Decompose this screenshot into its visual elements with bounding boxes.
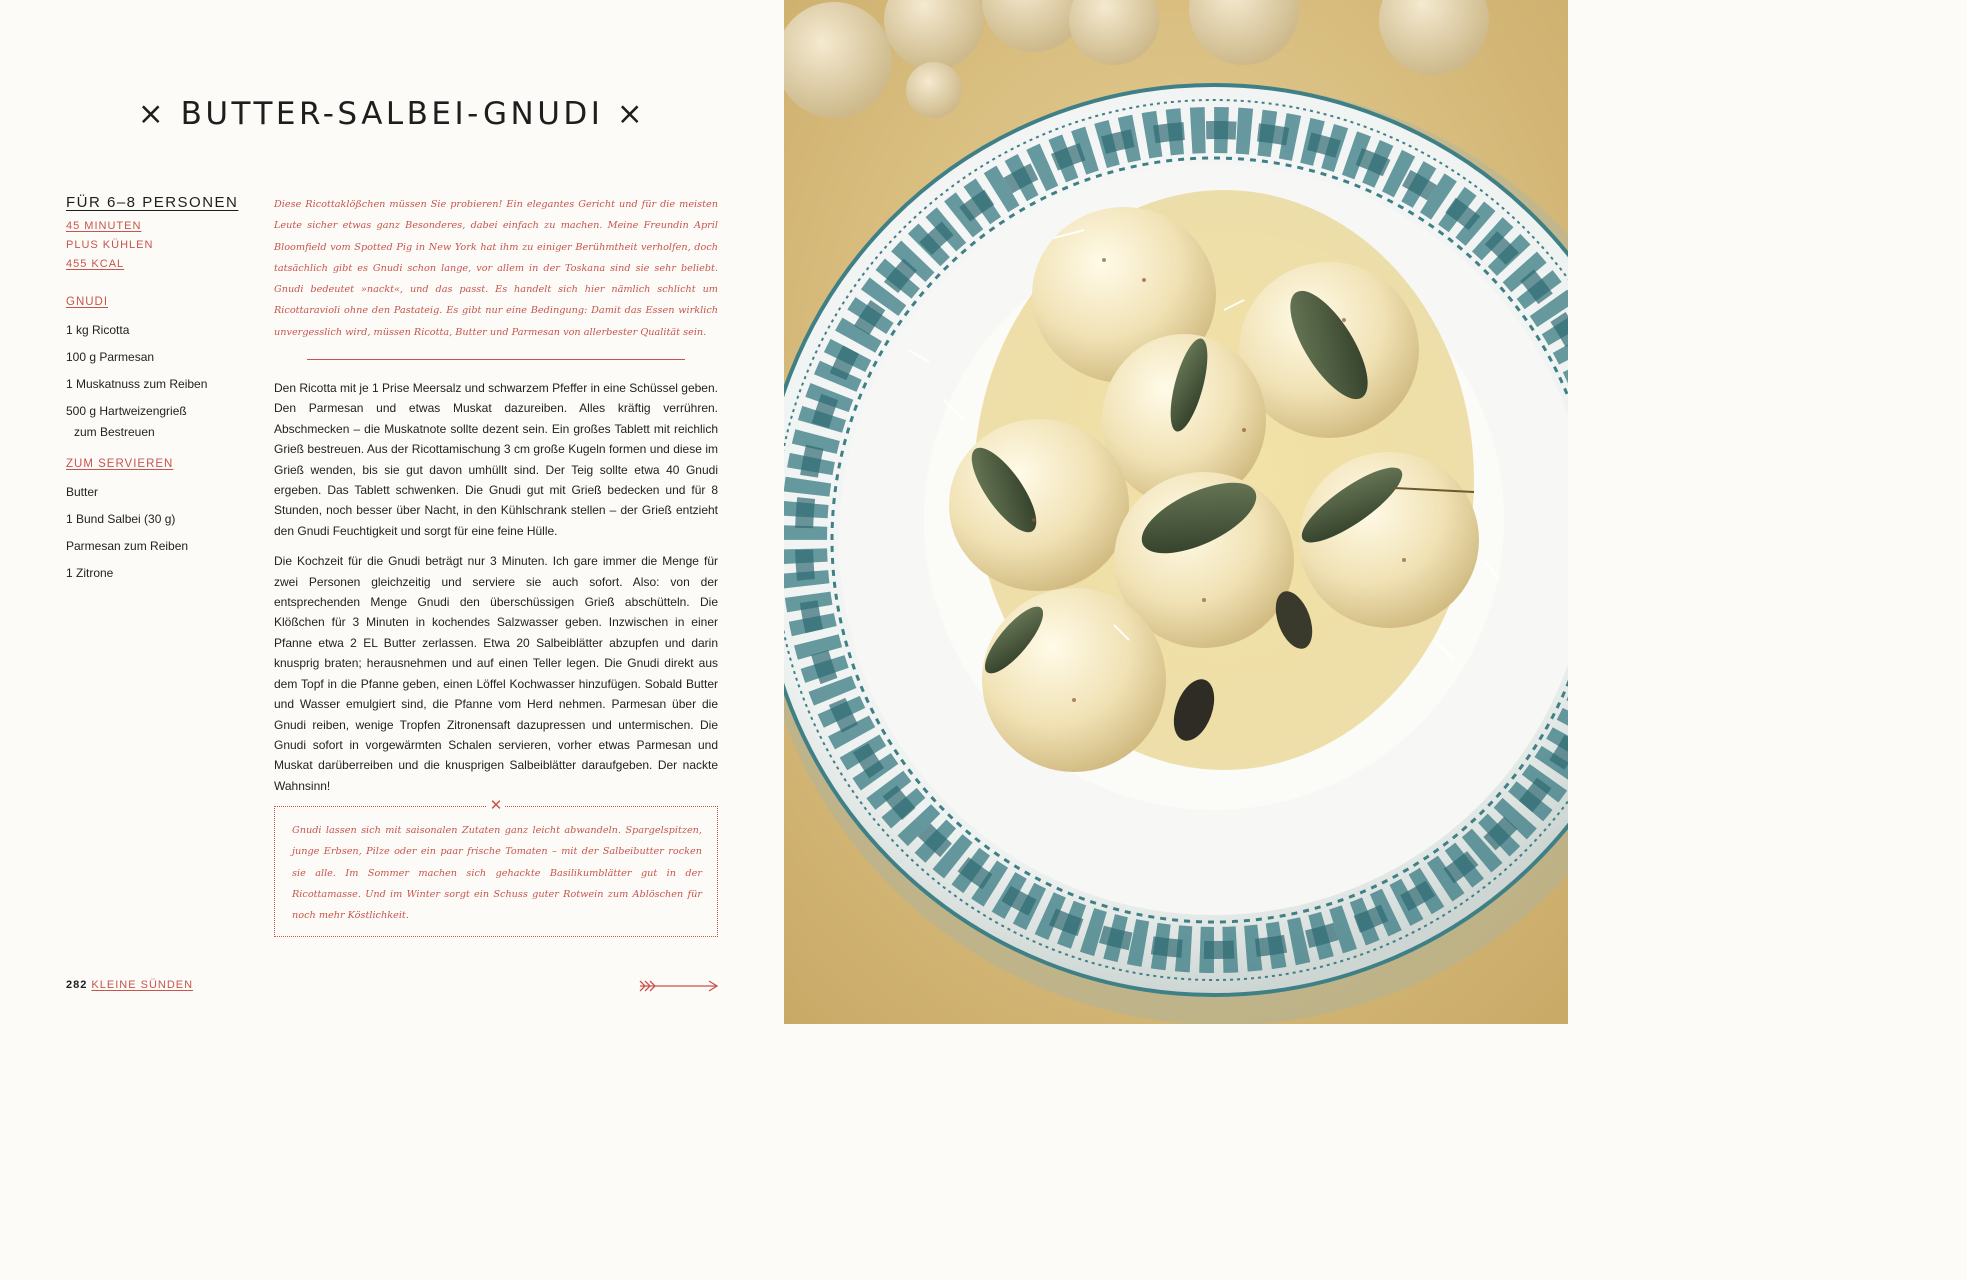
ingredient: 1 Muskatnuss zum Reiben [66,377,208,391]
divider [307,359,685,360]
ingredient: Parmesan zum Reiben [66,539,189,553]
ingredient-semolina [66,401,256,442]
ingredient: 1 Bund Salbei (30 g) [66,512,176,526]
gnudi-heading: GNUDI [66,296,109,308]
servings: FÜR 6–8 PERSONEN [66,194,239,211]
recipe-sidebar [66,194,256,590]
left-page [0,0,784,1024]
method-paragraph: Den Ricotta mit je 1 Prise Meersalz und schwarzem Pfeffer in eine Schüssel geben. Den Parmesan und etwas Muskat dazureiben. Alles kräftig verrühren. Abschmecken – die Muskatnote sollte dezent sein. Ein großes Tablett mit reichlich Grieß bestreuen. Aus der Ricottamischung 3 cm große Kugeln formen und diese im Grieß wenden, bis sie gut davon umhüllt sind. Der Teig sollte etwa 40 Gnudi ergeben. Das Tablett schwenken. Die Gnudi gut mit Grieß bedecken und für 8 Stunden, noch besser über Nacht, in den Kühlschrank stellen – der Grieß entzieht den Gnudi Feuchtigkeit und sorgt für eine feine Hülle. [274,381,718,538]
ingredient: 1 Zitrone [66,566,114,580]
ingredient: Butter [66,485,99,499]
calories: 455 KCAL [66,258,125,270]
ingredient: 100 g Parmesan [66,350,155,364]
chapter-link[interactable]: KLEINE SÜNDEN [91,979,194,991]
ingredient-line: 500 g Hartweizengrieß [66,404,187,418]
ingredient-line: zum Bestreuen [74,424,155,439]
ingredient: 1 kg Ricotta [66,323,130,337]
prep-time: 45 MINUTEN [66,220,142,232]
tip-text: Gnudi lassen sich mit saisonalen Zutaten ganz leicht abwandeln. Spargelspitzen, junge Erbsen, Pilze oder ein paar frische Tomaten – mit der Salbeibutter rocken sie alle. Im Sommer machen sich gehackte Basilikumblätter gut in der Ricottamasse. Und im Winter sorgt ein Schuss guter Rotwein zum Ablöschen für noch mehr Köstlichkeit. [292,825,702,922]
food-photo [784,0,1568,1024]
recipe-title: × BUTTER-SALBEI-GNUDI × [137,96,647,132]
page-number: 282 [66,979,88,991]
page-footer [66,979,193,991]
method-paragraph: Die Kochzeit für die Gnudi beträgt nur 3 Minuten. Ich gare immer die Menge für zwei Personen gleichzeitig und serviere sie auch sofort. Also: von der entsprechenden Menge Gnudi den überschüssigen Grieß abschütteln. Die Klößchen für 3 Minuten in kochendes Salzwasser geben. Inzwischen in einer Pfanne etwa 2 EL Butter zerlassen. Etwa 20 Salbeiblätter abzupfen und darin knusprig braten; herausnehmen und auf einen Teller legen. Die Gnudi direkt aus dem Topf in die Pfanne geben, einen Löffel Kochwasser hinzufügen. Sobald Butter und Wasser emulgiert sind, die Pfanne vom Herd nehmen. Parmesan über die Gnudi reiben, wenige Tropfen Zitronensaft dazupressen und untermischen. Die Gnudi sofort in vorgewärmten Schalen servieren, vorher etwas Parmesan und Muskat darüberreiben und die knusprigen Salbeiblätter daraufgeben. Der nackte Wahnsinn! [274,554,718,793]
method-text [274,378,718,806]
intro-text: Diese Ricottaklößchen müssen Sie probieren! Ein elegantes Gericht und für die meisten Leute sicher etwas ganz Besonderes, dabei einfach zu machen. Meine Freundin April Bloomfield vom Spotted Pig in New York hat ihm zu einiger Berühmtheit verholfen, doch tatsächlich gibt es Gnudi schon lange, vor allem in der Toskana sind sie sehr beliebt. Gnudi bedeutet »nackt«, und das passt. Es handelt sich hier nämlich schlicht um Ricottaravioli ohne den Pastateig. Es gibt nur eine Bedingung: Damit das Essen wirklich unvergesslich wird, müssen Ricotta, Butter und Parmesan von allerbester Qualität sein. [274,199,718,338]
cross-icon: ✕ [487,797,505,815]
arrow-icon[interactable] [638,978,720,994]
serve-heading: ZUM SERVIEREN [66,458,174,470]
gnudi-plate-photo [784,0,1568,1024]
chill-note: PLUS KÜHLEN [66,239,154,251]
